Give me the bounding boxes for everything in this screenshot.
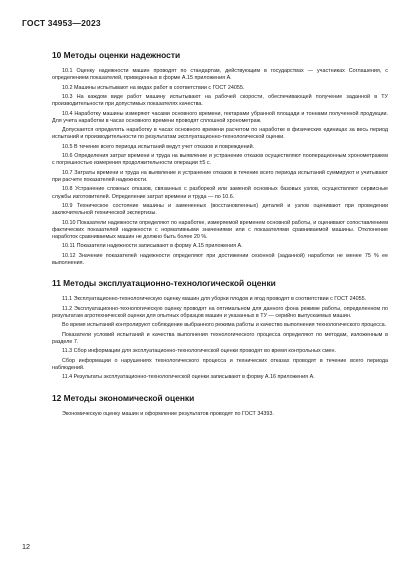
paragraph: 10.9 Техническое состояние машины и замененных (восстановленных) деталей и узлов оценивают при проведении заключительной технической экспертизы.: [52, 202, 388, 217]
paragraph: Допускается определять наработку в часах основного времени расчетом по наработке в физических единицах за весь период испытаний и производительности по результатам эксплуатационно-технологической оценки.: [52, 127, 388, 141]
section-heading: 10 Методы оценки надежности: [52, 50, 181, 60]
paragraph: 11.2 Эксплуатационно-технологическую оценку проводят на оптимальном для данного фона режиме работы, определенном по результатам агротехнической оценки для опытных образцов машин и указанных в ТУ — серийно выпускаемых машин.: [52, 305, 388, 319]
paragraph: 10.8 Устранение сложных отказов, связанных с разборкой или заменой основных базовых узлов, осуществляют сервисные службы изготовителей. Определение затрат времени и труда — по 10.6.: [52, 186, 388, 200]
standard-number: ГОСТ 34953—2023: [22, 18, 101, 28]
section-heading: 12 Методы экономической оценки: [52, 392, 195, 403]
paragraph: Во время испытаний контролируют соблюдение выбранного режима работы и качество выполнения технологического процесса.: [62, 322, 387, 329]
paragraph: Экономическую оценку машин и оформление результатов проводят по ГОСТ 34393.: [62, 410, 274, 417]
paragraph: 10.10 Показатели надежности определяют по наработке, измеряемой временем основной работы, и оценивают сопоставлением фактических показателей надежности с нормативными значениями или с показателями сравниваемой машины. Отклонение наработок сравниваемых машин не должно быть более 20 %.: [52, 219, 388, 240]
paragraph: 10.3 На каждом виде работ машину испытывают на рабочей скорости, обеспечивающей получение заданной в ТУ производительности при допустимых показателях качества.: [52, 93, 388, 108]
paragraph: 11.3 Сбор информации для эксплуатационно-технологической оценки проводят во время контрольных смен.: [62, 348, 337, 355]
document-body: [52, 50, 388, 420]
paragraph: Сбор информации о нарушениях технологического процесса и технических отказах проводят в течение всего периода наблюдений.: [52, 357, 388, 371]
paragraph: 10.1 Оценку надежности машин проводят по стандартам, действующим в государствах — участниках Соглашения, с определением показателей, приведенных в форме А.15 приложения А.: [52, 68, 388, 82]
paragraph: 10.7 Затраты времени и труда на выявление и устранение отказов в течение всего периода испытаний суммируют и учитывают при расчете показателей надежности.: [52, 169, 388, 183]
paragraph: 11.4 Результаты эксплуатационно-технологической оценки записывают в форму А.16 приложения А.: [62, 374, 315, 381]
section-spacer: [52, 269, 388, 278]
paragraph: 10.4 Наработку машины измеряют часами основного времени, гектарами убранной площади и тоннами полученной продукции. Для учета наработки в часах основного времени проводят сплошной хронометраж.: [52, 110, 388, 124]
paragraph: 10.5 В течение всего периода испытаний ведут учет отказов и повреждений.: [62, 143, 255, 150]
section-operational-technological: [52, 278, 388, 381]
section-spacer: [52, 384, 388, 393]
page-number: 12: [22, 542, 30, 551]
paragraph: 10.2 Машины испытывают на видах работ в соответствии с ГОСТ 24055.: [62, 84, 245, 91]
section-economic: [52, 393, 388, 418]
paragraph: 10.12 Значение показателей надежности определяют при достижении сезонной (заданной) наработки не менее 75 % ее выполнения.: [52, 252, 388, 266]
paragraph: 10.6 Определения затрат времени и труда на выявление и устранение отказов осуществляют пооперационным хронометражем с погрешностью измерения продолжительности операции ±5 с.: [52, 153, 388, 167]
section-reliability: [52, 50, 388, 267]
paragraph: Показатели условий испытаний и качества выполнения технологического процесса определяют по методам, изложенным в разделе 7.: [52, 331, 388, 345]
paragraph: 11.1 Эксплуатационно-технологическую оценку машин для уборки плодов и ягод проводят в соответствии с ГОСТ 24055.: [62, 296, 367, 303]
section-heading: 11 Методы эксплуатационно-технологической оценки: [52, 278, 276, 289]
paragraph: 10.11 Показатели надежности записывают в форму А.15 приложения А.: [62, 243, 243, 250]
